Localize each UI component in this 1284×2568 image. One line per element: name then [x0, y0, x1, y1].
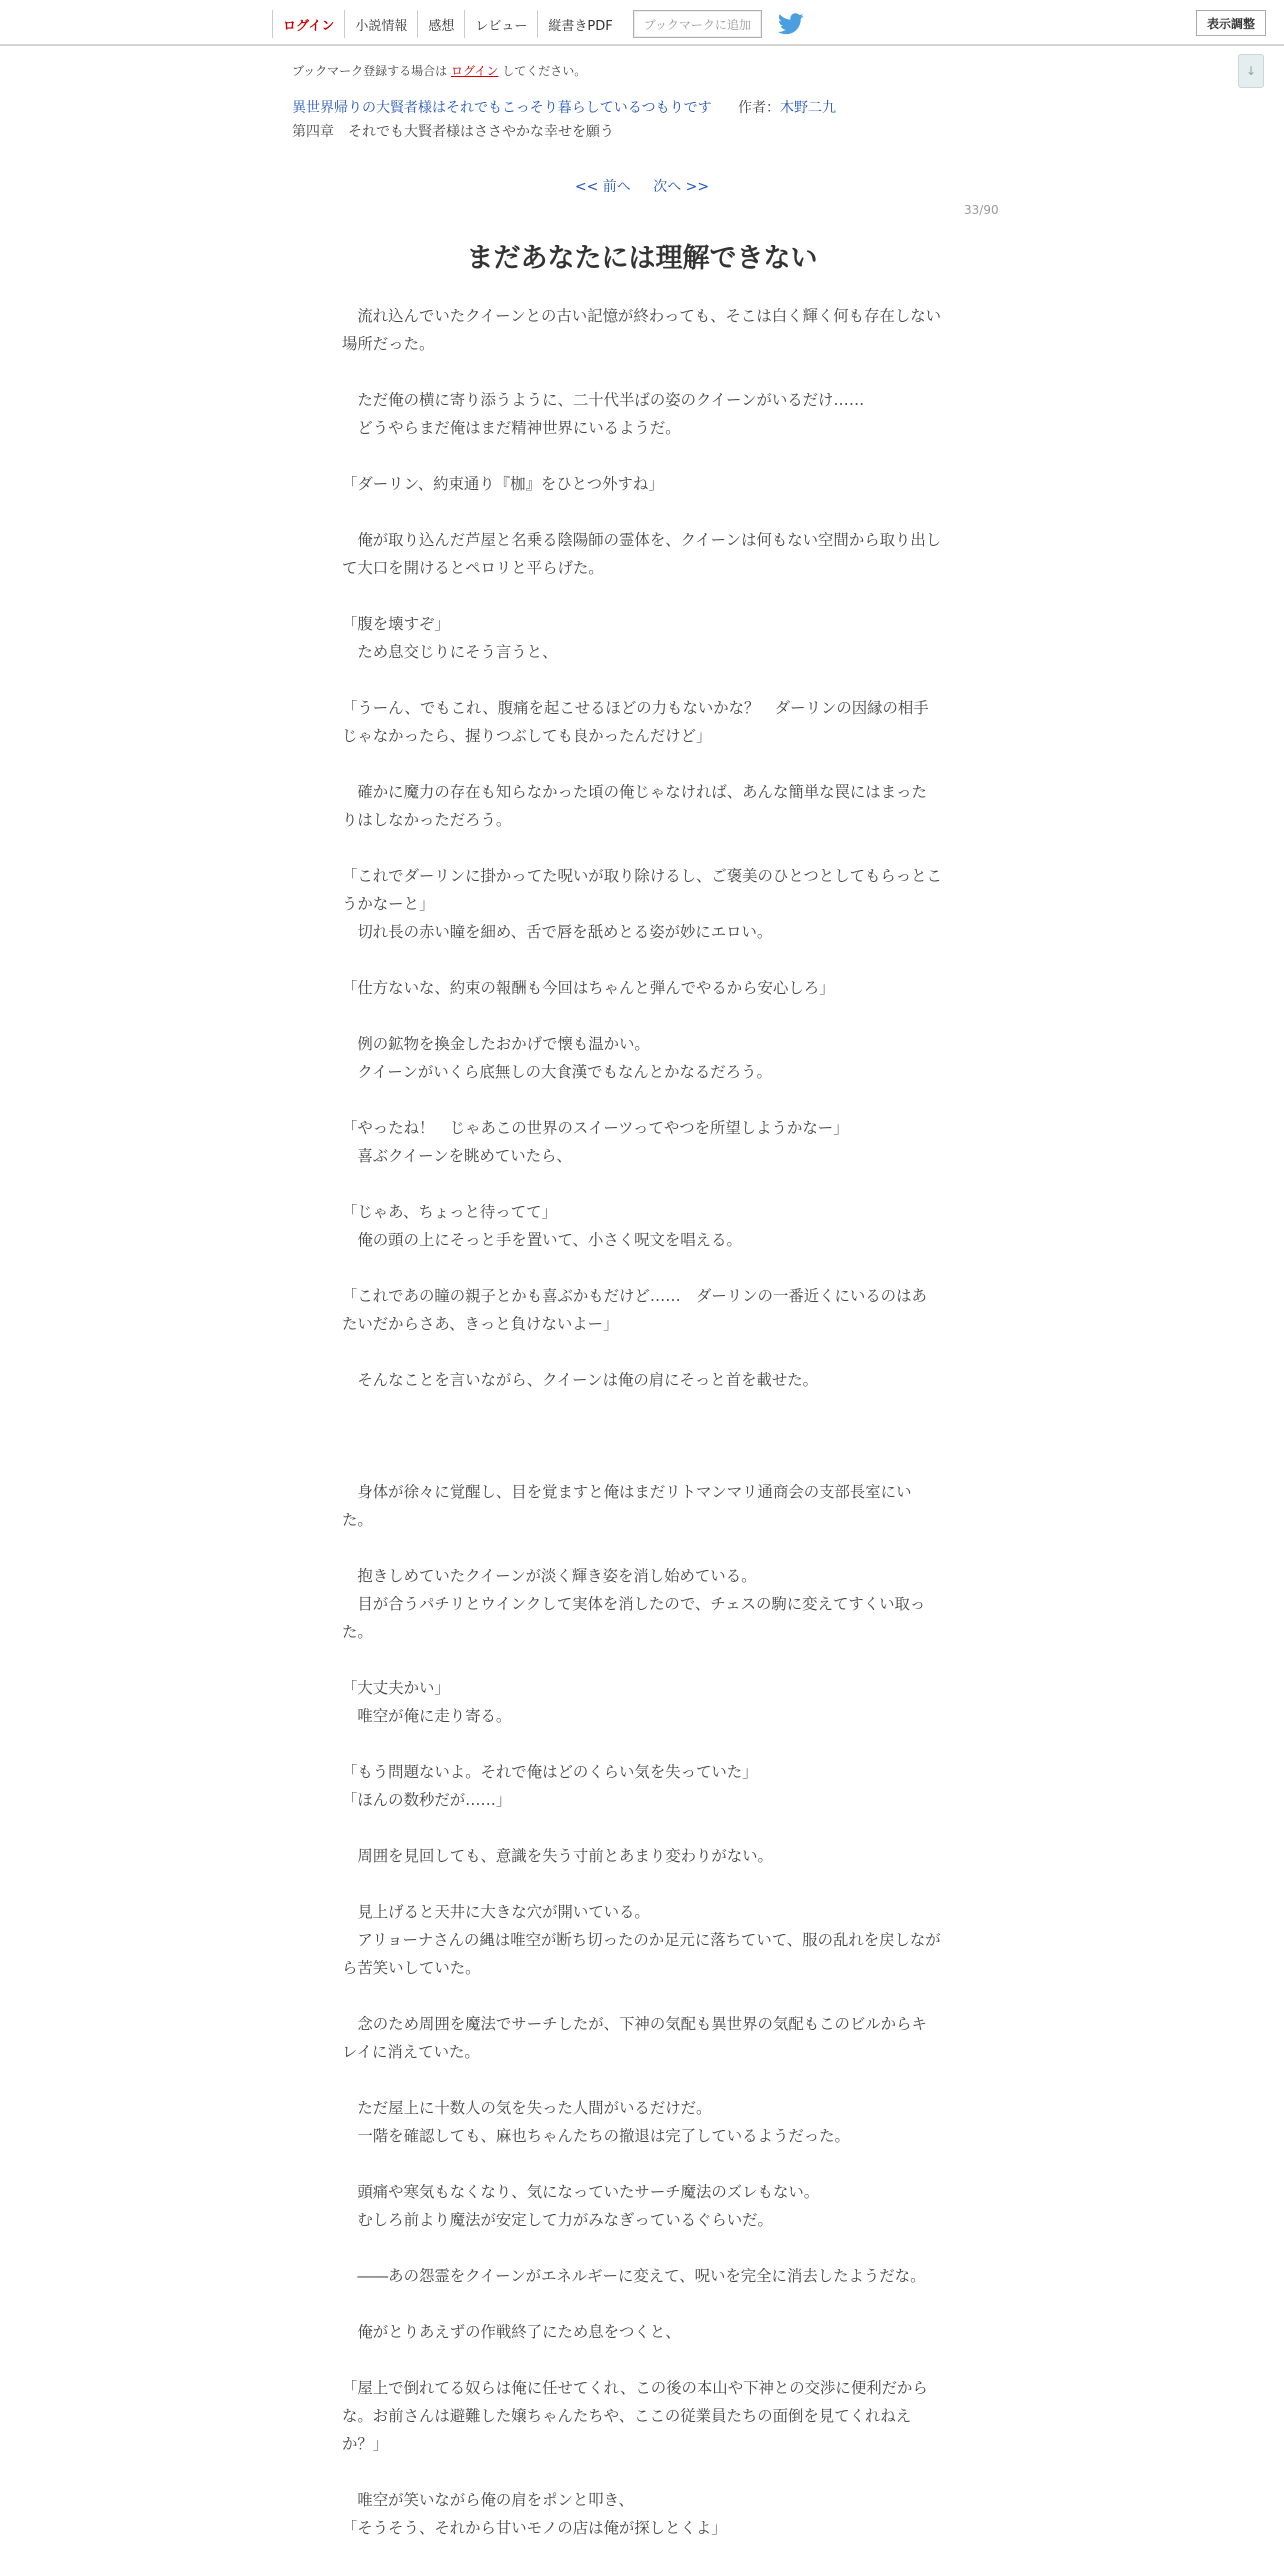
blank-line — [342, 1002, 942, 1030]
nav-menu — [272, 8, 804, 40]
author-name-link[interactable]: 木野二九 — [780, 100, 837, 116]
body-paragraph: 「やったね！ じゃあこの世界のスイーツってやつを所望しようかなー」 — [342, 1119, 849, 1137]
blank-line — [342, 2234, 942, 2262]
body-paragraph: 唯空が笑いながら俺の肩をポンと叩き、 — [342, 2491, 634, 2509]
body-paragraph: どうやらまだ俺はまだ精神世界にいるようだ。 — [342, 419, 681, 437]
body-paragraph: ため息交じりにそう言うと、 — [342, 643, 558, 661]
body-paragraph: 「そうそう、それから甘いモノの店は俺が探しとくよ」 — [342, 2519, 727, 2537]
nav-vertical-pdf[interactable]: 縦書きPDF — [537, 10, 622, 38]
body-paragraph: ただ屋上に十数人の気を失った人間がいるだけだ。 — [342, 2099, 712, 2117]
body-paragraph: むしろ前より魔法が安定して力がみなぎっているぐらいだ。 — [342, 2211, 773, 2229]
body-paragraph: アリョーナさんの縄は唯空が断ち切ったのか足元に落ちていて、服の乱れを戻しながら苦笑いしていた。 — [342, 1931, 941, 1977]
blank-line — [342, 1814, 942, 1842]
prev-page-link[interactable]: << 前へ — [574, 179, 631, 195]
blank-line — [342, 358, 942, 386]
body-paragraph: 見上げると天井に大きな穴が開いている。 — [342, 1903, 650, 1921]
blank-line — [342, 1338, 942, 1366]
body-paragraph: 確かに魔力の存在も知らなかった頃の俺じゃなければ、あんな簡単な罠にはまったりはしなかっただろう。 — [342, 783, 927, 829]
blank-line — [342, 2066, 942, 2094]
blank-line — [342, 1254, 942, 1282]
bookmark-login-note — [292, 62, 586, 79]
blank-line — [342, 1170, 942, 1198]
blank-line — [342, 1086, 942, 1114]
body-paragraph: 流れ込んでいたクイーンとの古い記憶が終わっても、そこは白く輝く何も存在しない場所だった。 — [342, 307, 942, 353]
blank-line — [342, 2458, 942, 2486]
novel-title-link[interactable]: 異世界帰りの大賢者様はそれでもこっそり暮らしているつもりです — [292, 100, 712, 116]
blank-line — [342, 1870, 942, 1898]
blank-line — [342, 2290, 942, 2318]
blank-line — [342, 1982, 942, 2010]
add-bookmark-button[interactable]: ブックマークに追加 — [633, 10, 762, 38]
blank-line — [342, 1394, 942, 1422]
nav-impressions[interactable]: 感想 — [417, 10, 464, 38]
body-paragraph: 俺が取り込んだ芦屋と名乗る陰陽師の霊体を、クイーンは何もない空間から取り出して大口を開けるとペロリと平らげた。 — [342, 531, 942, 577]
body-paragraph: 唯空が俺に走り寄る。 — [342, 1707, 512, 1725]
body-paragraph: 「仕方ないな、約束の報酬も今回はちゃんと弾んでやるから安心しろ」 — [342, 979, 835, 997]
body-paragraph: 「これでダーリンに掛かってた呪いが取り除けるし、ご褒美のひとつとしてもらっとこうかなーと」 — [342, 867, 942, 913]
blank-line — [342, 750, 942, 778]
twitter-bird-icon[interactable] — [778, 13, 804, 35]
nav-login[interactable]: ログイン — [272, 10, 344, 38]
body-paragraph: 「もう問題ないよ。それで俺はどのくらい気を失っていた」 — [342, 1763, 758, 1781]
body-paragraph: 「屋上で倒れてる奴らは俺に任せてくれ、この後の本山や下神との交渉に便利だからな。お前さんは避難した嬢ちゃんたちや、ここの従業員たちの面倒を見てくれねえか？」 — [342, 2379, 928, 2453]
next-page-link[interactable]: 次へ >> — [653, 179, 710, 195]
author-label: 作者： — [738, 100, 781, 116]
body-paragraph: 周囲を見回しても、意識を失う寸前とあまり変わりがない。 — [342, 1847, 773, 1865]
blank-line — [342, 1534, 942, 1562]
body-paragraph: 「うーん、でもこれ、腹痛を起こせるほどの力もないかな？ ダーリンの因縁の相手じゃなかったら、握りつぶしても良かったんだけど」 — [342, 699, 929, 745]
novel-title-line — [292, 97, 836, 117]
body-paragraph: 「大丈夫かい」 — [342, 1679, 450, 1697]
blank-line — [342, 666, 942, 694]
body-paragraph: 「ダーリン、約束通り『枷』をひとつ外すね」 — [342, 475, 664, 493]
body-paragraph: 一階を確認しても、麻也ちゃんたちの撤退は完了しているようだった。 — [342, 2127, 850, 2145]
blank-line — [342, 834, 942, 862]
novel-body — [342, 302, 942, 2542]
body-paragraph: ただ俺の横に寄り添うように、二十代半ばの姿のクイーンがいるだけ…… — [342, 391, 865, 409]
body-paragraph: 俺がとりあえずの作戦終了にため息をつくと、 — [342, 2323, 681, 2341]
body-paragraph: 喜ぶクイーンを眺めていたら、 — [342, 1147, 572, 1165]
body-paragraph: 「じゃあ、ちょっと待ってて」 — [342, 1203, 557, 1221]
body-paragraph: 目が合うパチリとウインクして実体を消したので、チェスの駒に変えてすくい取った。 — [342, 1595, 926, 1641]
blank-line — [342, 2150, 942, 2178]
body-paragraph: 頭痛や寒気もなくなり、気になっていたサーチ魔法のズレもない。 — [342, 2183, 820, 2201]
body-paragraph: クイーンがいくら底無しの大食漢でもなんとかなるだろう。 — [342, 1063, 772, 1081]
body-paragraph: 身体が徐々に覚醒し、目を覚ますと俺はまだリトマンマリ通商会の支部長室にいた。 — [342, 1483, 912, 1529]
blank-line — [342, 498, 942, 526]
blank-line — [342, 946, 942, 974]
body-paragraph: 抱きしめていたクイーンが淡く輝き姿を消し始めている。 — [342, 1567, 757, 1585]
body-paragraph: 俺の頭の上にそっと手を置いて、小さく呪文を唱える。 — [342, 1231, 742, 1249]
body-paragraph: ――あの怨霊をクイーンがエネルギーに変えて、呪いを完全に消去したようだな。 — [342, 2267, 926, 2285]
login-note-suffix: してください。 — [498, 64, 587, 78]
blank-line — [342, 2346, 942, 2374]
login-note-link[interactable]: ログイン — [450, 64, 499, 78]
body-paragraph: そんなことを言いながら、クイーンは俺の肩にそっと首を載せた。 — [342, 1371, 819, 1389]
blank-line — [342, 1646, 942, 1674]
nav-review[interactable]: レビュー — [464, 10, 537, 38]
body-paragraph: 「ほんの数秒だが……」 — [342, 1791, 512, 1809]
blank-line — [342, 582, 942, 610]
pager — [0, 176, 1284, 196]
page-count: 33/90 — [964, 203, 999, 217]
scroll-down-button[interactable]: ↓ — [1238, 54, 1264, 88]
display-settings-button[interactable]: 表示調整 — [1196, 10, 1266, 36]
body-paragraph: 「腹を壊すぞ」 — [342, 615, 450, 633]
blank-line — [342, 442, 942, 470]
body-paragraph: 念のため周囲を魔法でサーチしたが、下神の気配も異世界の気配もこのビルからキレイに消えていた。 — [342, 2015, 927, 2061]
top-navigation-bar — [0, 0, 1284, 46]
blank-line — [342, 1450, 942, 1478]
blank-line — [342, 1730, 942, 1758]
login-note-prefix: ブックマーク登録する場合は — [292, 64, 451, 78]
body-paragraph: 「これであの瞳の親子とかも喜ぶかもだけど…… ダーリンの一番近くにいるのはあたいだからさあ、きっと負けないよー」 — [342, 1287, 927, 1333]
blank-line — [342, 1422, 942, 1450]
nav-novel-info[interactable]: 小説情報 — [344, 10, 417, 38]
chapter-title: 第四章 それでも大賢者様はささやかな幸せを願う — [292, 124, 614, 140]
body-paragraph: 例の鉱物を換金したおかげで懐も温かい。 — [342, 1035, 650, 1053]
episode-title: まだあなたには理解できない — [466, 243, 818, 274]
body-paragraph: 切れ長の赤い瞳を細め、舌で唇を舐めとる姿が妙にエロい。 — [342, 923, 773, 941]
